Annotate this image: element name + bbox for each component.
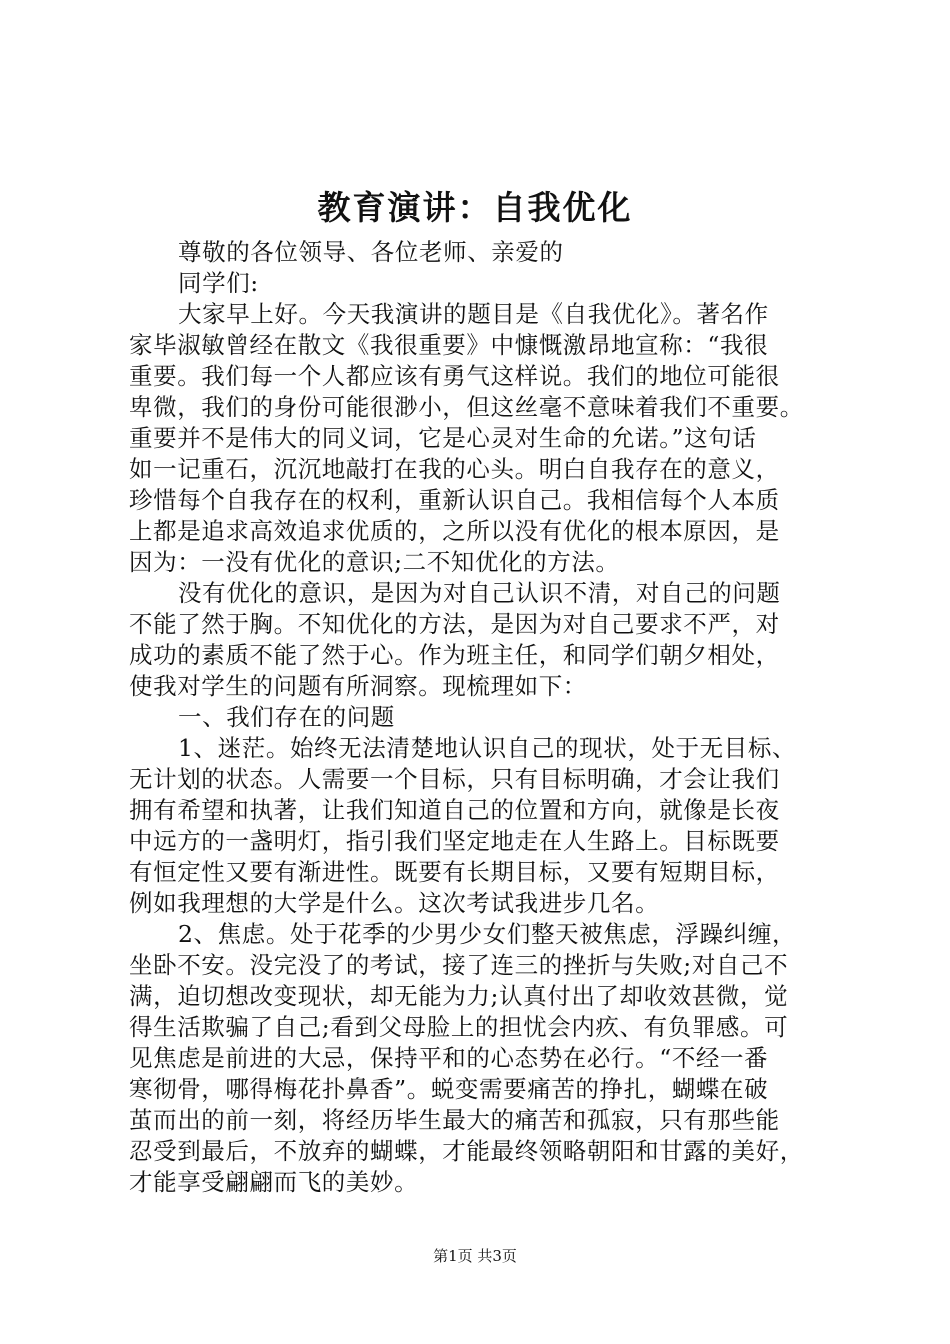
text-line: 例如我理想的大学是什么。这次考试我进步几名。 bbox=[129, 889, 660, 917]
text-line: 成功的素质不能了然于心。作为班主任，和同学们朝夕相处， bbox=[129, 641, 780, 669]
document-title: 教育演讲：自我优化 bbox=[317, 188, 633, 227]
section-heading: 一、我们存在的问题 bbox=[178, 703, 395, 731]
text-line: 忍受到最后，不放弃的蝴蝶，才能最终领略朝阳和甘露的美好， bbox=[129, 1137, 804, 1165]
text-line: 寒彻骨，哪得梅花扑鼻香”。蜕变需要痛苦的挣扎，蝴蝶在破 bbox=[129, 1075, 769, 1103]
text-line: 上都是追求高效追求优质的，之所以没有优化的根本原因，是 bbox=[129, 517, 780, 545]
text-line: 才能享受翩翩而飞的美妙。 bbox=[129, 1168, 419, 1196]
text-line: 重要。我们每一个人都应该有勇气这样说。我们的地位可能很 bbox=[129, 362, 780, 390]
text-line: 得生活欺骗了自己;看到父母脸上的担忧会内疚、有负罪感。可 bbox=[129, 1013, 789, 1041]
text-line: 拥有希望和执著，让我们知道自己的位置和方向，就像是长夜 bbox=[129, 796, 780, 824]
text-line: 卑微，我们的身份可能很渺小，但这丝毫不意味着我们不重要。 bbox=[129, 393, 804, 421]
text-line: 重要并不是伟大的同义词，它是心灵对生命的允诺。”这句话 bbox=[129, 424, 757, 452]
text-line: 使我对学生的问题有所洞察。现梳理如下： bbox=[129, 672, 587, 700]
page-footer: 第1页 共3页 bbox=[433, 1247, 517, 1265]
text-line: 珍惜每个自我存在的权利，重新认识自己。我相信每个人本质 bbox=[129, 486, 780, 514]
text-line: 2、焦虑。处于花季的少男少女们整天被焦虑，浮躁纠缠， bbox=[178, 920, 797, 948]
text-line: 大家早上好。今天我演讲的题目是《自我优化》。著名作 bbox=[178, 300, 769, 328]
text-line: 同学们: bbox=[178, 269, 259, 297]
text-line: 如一记重石，沉沉地敲打在我的心头。明白自我存在的意义， bbox=[129, 455, 780, 483]
text-line: 满，迫切想改变现状，却无能为力;认真付出了却收效甚微，觉 bbox=[129, 982, 789, 1010]
text-line: 尊敬的各位领导、各位老师、亲爱的 bbox=[178, 238, 564, 266]
text-line: 中远方的一盏明灯，指引我们坚定地走在人生路上。目标既要 bbox=[129, 827, 780, 855]
text-line: 不能了然于胸。不知优化的方法，是因为对自己要求不严，对 bbox=[129, 610, 780, 638]
text-line: 茧而出的前一刻，将经历毕生最大的痛苦和孤寂，只有那些能 bbox=[129, 1106, 780, 1134]
text-line: 家毕淑敏曾经在散文《我很重要》中慷慨激昂地宣称：“我很 bbox=[129, 331, 769, 359]
text-line: 1、迷茫。始终无法清楚地认识自己的现状，处于无目标、 bbox=[178, 734, 797, 762]
text-line: 没有优化的意识，是因为对自己认识不清，对自己的问题 bbox=[178, 579, 781, 607]
text-line: 因为：一没有优化的意识;二不知优化的方法。 bbox=[129, 548, 620, 576]
text-line: 坐卧不安。没完没了的考试，接了连三的挫折与失败;对自己不 bbox=[129, 951, 789, 979]
text-line: 无计划的状态。人需要一个目标，只有目标明确，才会让我们 bbox=[129, 765, 780, 793]
text-line: 有恒定性又要有渐进性。既要有长期目标，又要有短期目标， bbox=[129, 858, 780, 886]
text-line: 见焦虑是前进的大忌，保持平和的心态势在必行。“不经一番 bbox=[129, 1044, 769, 1072]
